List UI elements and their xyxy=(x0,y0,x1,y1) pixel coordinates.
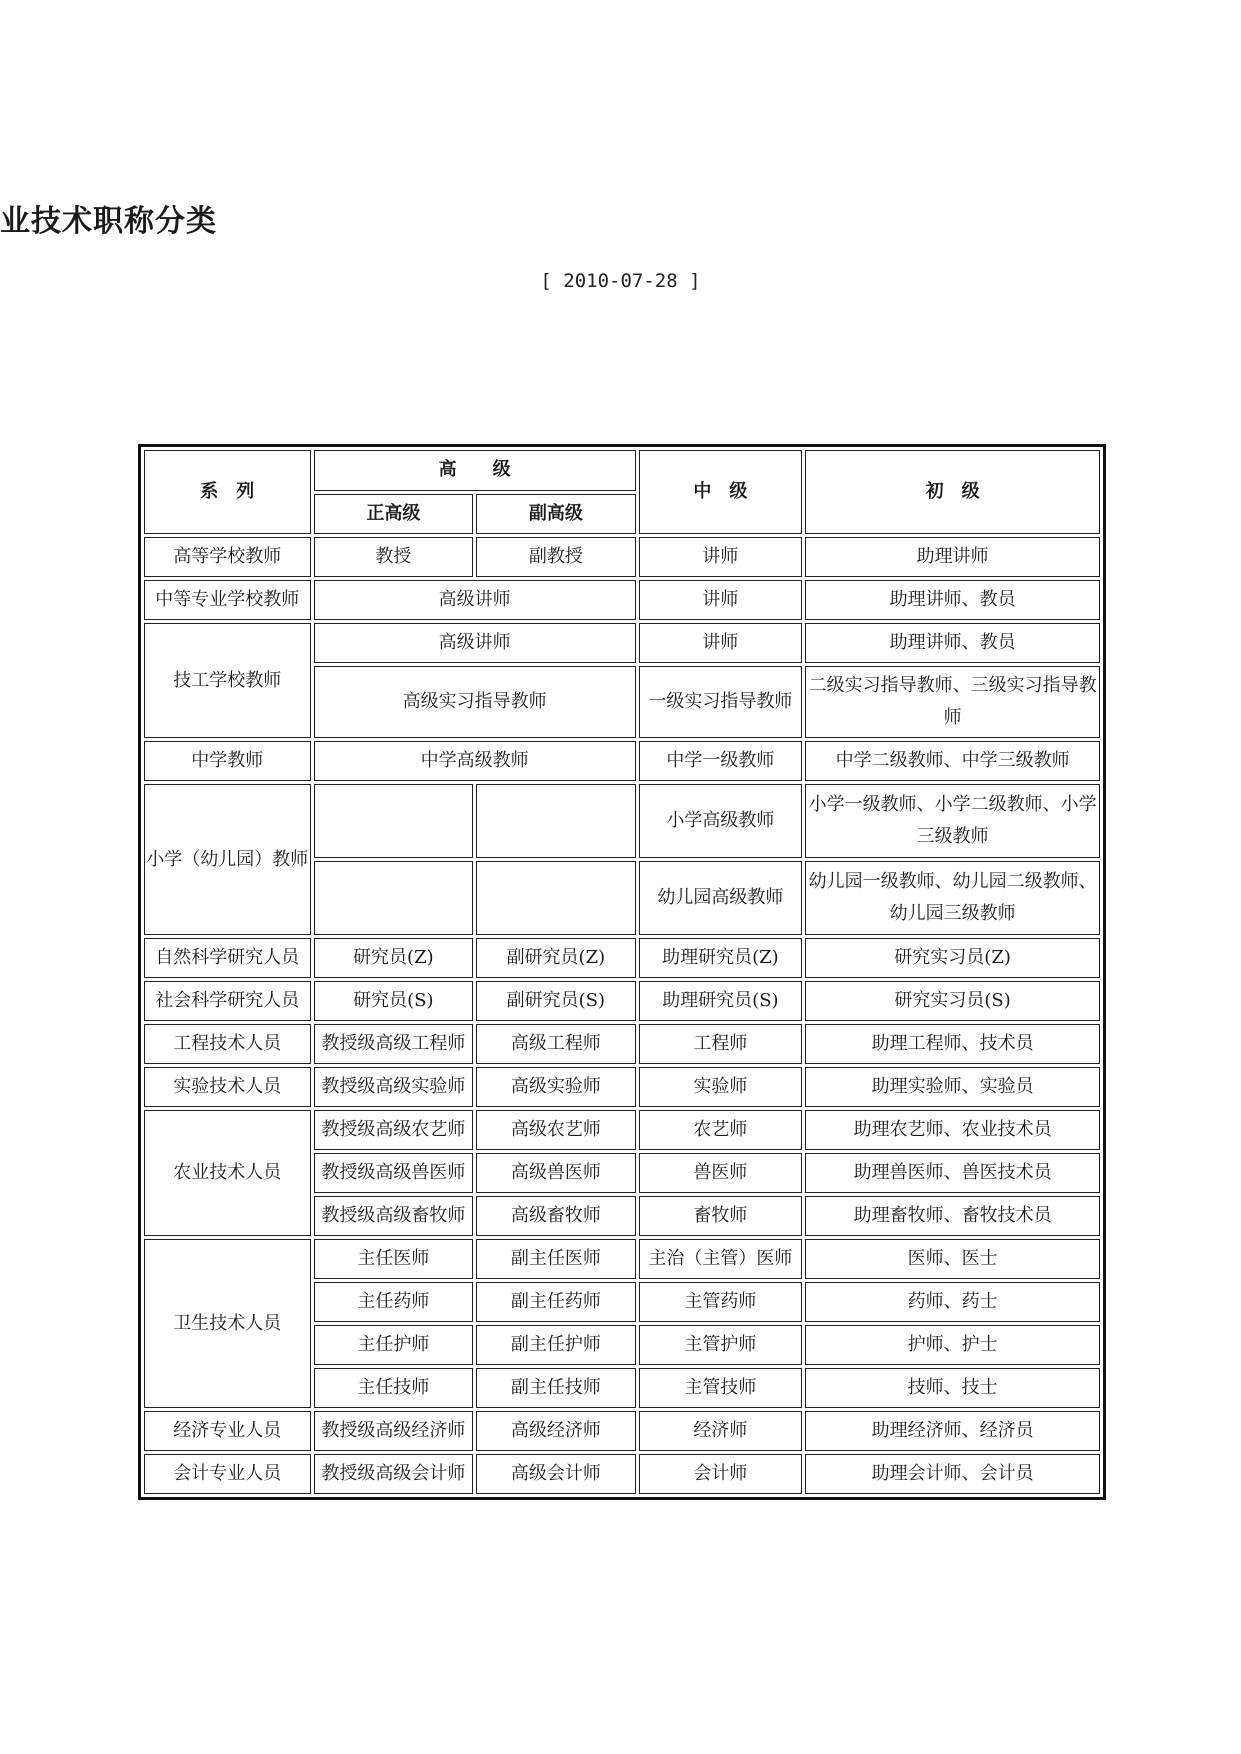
cell-empty xyxy=(476,784,636,858)
cell-junior: 护师、护士 xyxy=(805,1325,1100,1365)
cell-junior: 研究实习员(S) xyxy=(805,981,1100,1021)
cell-full-senior: 教授 xyxy=(314,537,474,577)
cell-junior: 助理讲师、教员 xyxy=(805,623,1100,663)
cell-junior: 二级实习指导教师、三级实习指导教师 xyxy=(805,666,1100,738)
cell-intermediate: 主管技师 xyxy=(639,1368,803,1408)
title-classification-table xyxy=(138,444,1106,1500)
cell-intermediate: 幼儿园高级教师 xyxy=(639,861,803,935)
cell-empty xyxy=(476,861,636,935)
table-row xyxy=(144,623,1100,663)
cell-vice-senior: 副研究员(Z) xyxy=(476,938,636,978)
cell-full-senior: 教授级高级经济师 xyxy=(314,1411,474,1451)
publish-date: [ 2010-07-28 ] xyxy=(540,270,701,292)
cell-junior: 幼儿园一级教师、幼儿园二级教师、幼儿园三级教师 xyxy=(805,861,1100,935)
header-junior: 初 级 xyxy=(805,450,1100,534)
table-row xyxy=(144,537,1100,577)
cell-intermediate: 兽医师 xyxy=(639,1153,803,1193)
cell-full-senior: 主任医师 xyxy=(314,1239,474,1279)
cell-senior: 高级实习指导教师 xyxy=(314,666,636,738)
cell-intermediate: 畜牧师 xyxy=(639,1196,803,1236)
cell-series: 卫生技术人员 xyxy=(144,1239,311,1408)
cell-junior: 助理农艺师、农业技术员 xyxy=(805,1110,1100,1150)
cell-junior: 助理经济师、经济员 xyxy=(805,1411,1100,1451)
cell-series: 高等学校教师 xyxy=(144,537,311,577)
table-header-row xyxy=(144,450,1100,491)
header-intermediate: 中 级 xyxy=(639,450,803,534)
cell-full-senior: 主任技师 xyxy=(314,1368,474,1408)
cell-full-senior: 教授级高级实验师 xyxy=(314,1067,474,1107)
cell-series: 工程技术人员 xyxy=(144,1024,311,1064)
cell-intermediate: 助理研究员(Z) xyxy=(639,938,803,978)
cell-vice-senior: 高级工程师 xyxy=(476,1024,636,1064)
cell-vice-senior: 副主任药师 xyxy=(476,1282,636,1322)
cell-full-senior: 教授级高级兽医师 xyxy=(314,1153,474,1193)
cell-full-senior: 教授级高级农艺师 xyxy=(314,1110,474,1150)
cell-full-senior: 教授级高级会计师 xyxy=(314,1454,474,1494)
cell-junior: 助理畜牧师、畜牧技术员 xyxy=(805,1196,1100,1236)
table-row xyxy=(144,784,1100,858)
cell-full-senior: 主任药师 xyxy=(314,1282,474,1322)
cell-junior: 医师、医士 xyxy=(805,1239,1100,1279)
cell-senior: 中学高级教师 xyxy=(314,741,636,781)
cell-intermediate: 主管药师 xyxy=(639,1282,803,1322)
cell-junior: 助理讲师、教员 xyxy=(805,580,1100,620)
cell-intermediate: 工程师 xyxy=(639,1024,803,1064)
table-row xyxy=(144,1067,1100,1107)
cell-series: 技工学校教师 xyxy=(144,623,311,738)
cell-series: 实验技术人员 xyxy=(144,1067,311,1107)
cell-vice-senior: 副研究员(S) xyxy=(476,981,636,1021)
cell-intermediate: 一级实习指导教师 xyxy=(639,666,803,738)
cell-intermediate: 农艺师 xyxy=(639,1110,803,1150)
cell-vice-senior: 副主任技师 xyxy=(476,1368,636,1408)
cell-intermediate: 讲师 xyxy=(639,623,803,663)
page-title: 业技术职称分类 xyxy=(0,204,217,239)
cell-series: 经济专业人员 xyxy=(144,1411,311,1451)
cell-senior: 高级讲师 xyxy=(314,623,636,663)
table-row xyxy=(144,1454,1100,1494)
cell-series: 社会科学研究人员 xyxy=(144,981,311,1021)
cell-junior: 研究实习员(Z) xyxy=(805,938,1100,978)
cell-intermediate: 助理研究员(S) xyxy=(639,981,803,1021)
cell-intermediate: 经济师 xyxy=(639,1411,803,1451)
cell-series: 自然科学研究人员 xyxy=(144,938,311,978)
table-row xyxy=(144,1024,1100,1064)
table-row xyxy=(144,1239,1100,1279)
cell-vice-senior: 副主任护师 xyxy=(476,1325,636,1365)
table-row xyxy=(144,938,1100,978)
table-row xyxy=(144,981,1100,1021)
cell-intermediate: 讲师 xyxy=(639,580,803,620)
cell-junior: 助理会计师、会计员 xyxy=(805,1454,1100,1494)
cell-vice-senior: 高级农艺师 xyxy=(476,1110,636,1150)
table-row xyxy=(144,580,1100,620)
cell-intermediate: 主治（主管）医师 xyxy=(639,1239,803,1279)
header-full-senior: 正高级 xyxy=(314,494,474,535)
cell-junior: 助理兽医师、兽医技术员 xyxy=(805,1153,1100,1193)
header-series: 系 列 xyxy=(144,450,311,534)
cell-empty xyxy=(314,861,474,935)
cell-junior: 技师、技士 xyxy=(805,1368,1100,1408)
cell-intermediate: 会计师 xyxy=(639,1454,803,1494)
cell-vice-senior: 高级兽医师 xyxy=(476,1153,636,1193)
cell-full-senior: 研究员(Z) xyxy=(314,938,474,978)
table-row xyxy=(144,1110,1100,1150)
cell-intermediate: 中学一级教师 xyxy=(639,741,803,781)
header-senior: 高 级 xyxy=(314,450,636,491)
cell-vice-senior: 高级会计师 xyxy=(476,1454,636,1494)
cell-intermediate: 讲师 xyxy=(639,537,803,577)
cell-vice-senior: 高级畜牧师 xyxy=(476,1196,636,1236)
cell-junior: 助理实验师、实验员 xyxy=(805,1067,1100,1107)
cell-full-senior: 主任护师 xyxy=(314,1325,474,1365)
header-vice-senior: 副高级 xyxy=(476,494,636,535)
cell-vice-senior: 高级经济师 xyxy=(476,1411,636,1451)
table-row xyxy=(144,1411,1100,1451)
cell-vice-senior: 副主任医师 xyxy=(476,1239,636,1279)
cell-series: 小学（幼儿园）教师 xyxy=(144,784,311,935)
cell-junior: 药师、药士 xyxy=(805,1282,1100,1322)
cell-junior: 小学一级教师、小学二级教师、小学三级教师 xyxy=(805,784,1100,858)
cell-junior: 中学二级教师、中学三级教师 xyxy=(805,741,1100,781)
cell-full-senior: 研究员(S) xyxy=(314,981,474,1021)
cell-vice-senior: 高级实验师 xyxy=(476,1067,636,1107)
cell-series: 中学教师 xyxy=(144,741,311,781)
cell-series: 农业技术人员 xyxy=(144,1110,311,1236)
cell-intermediate: 实验师 xyxy=(639,1067,803,1107)
cell-series: 会计专业人员 xyxy=(144,1454,311,1494)
cell-junior: 助理讲师 xyxy=(805,537,1100,577)
cell-senior: 高级讲师 xyxy=(314,580,636,620)
cell-junior: 助理工程师、技术员 xyxy=(805,1024,1100,1064)
cell-series: 中等专业学校教师 xyxy=(144,580,311,620)
table-row xyxy=(144,741,1100,781)
cell-intermediate: 小学高级教师 xyxy=(639,784,803,858)
cell-empty xyxy=(314,784,474,858)
cell-full-senior: 教授级高级畜牧师 xyxy=(314,1196,474,1236)
cell-intermediate: 主管护师 xyxy=(639,1325,803,1365)
cell-full-senior: 教授级高级工程师 xyxy=(314,1024,474,1064)
cell-vice-senior: 副教授 xyxy=(476,537,636,577)
